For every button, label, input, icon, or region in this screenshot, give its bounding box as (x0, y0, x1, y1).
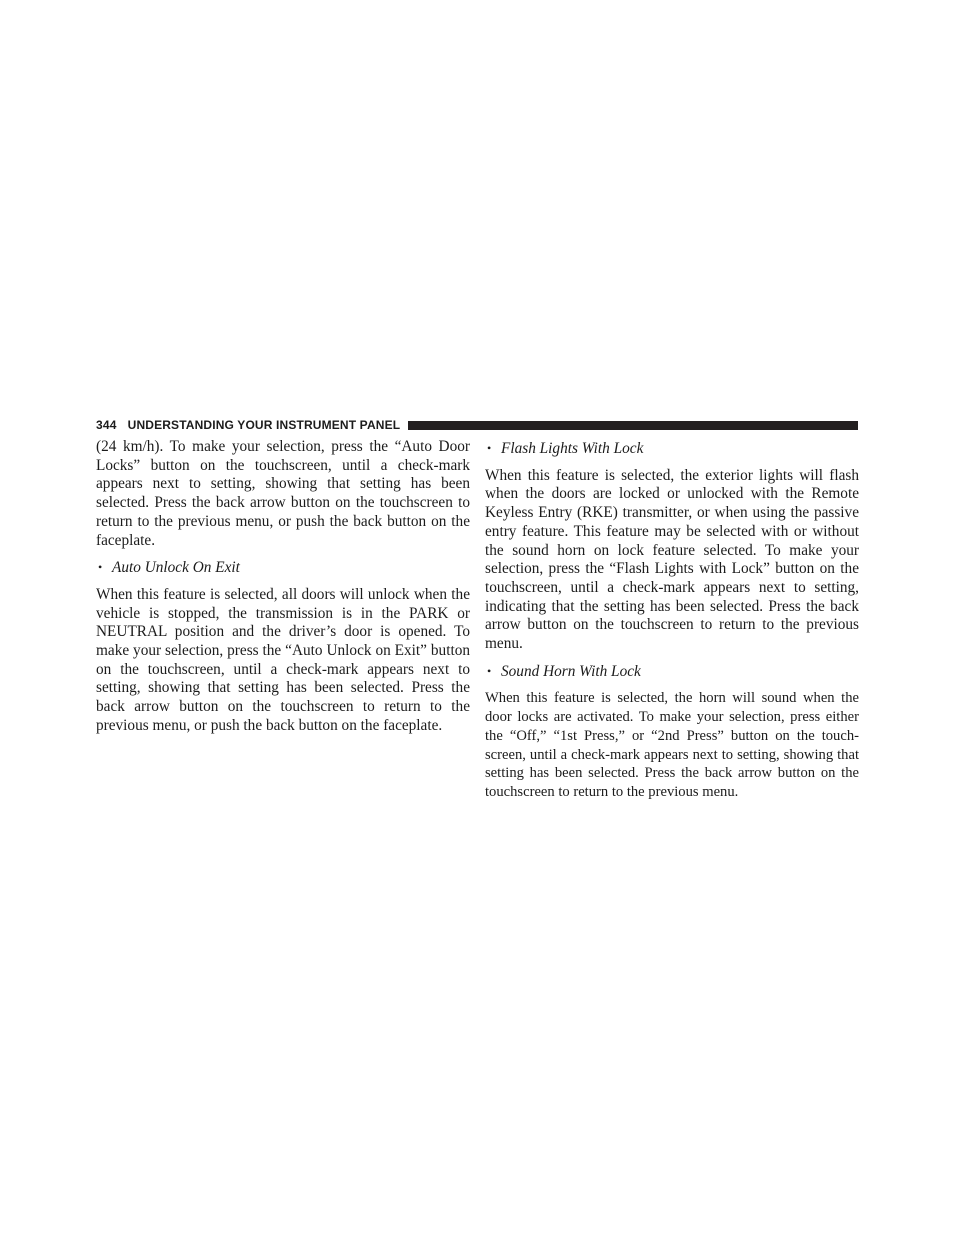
auto-unlock-heading (96, 558, 470, 578)
bullet-icon: • (487, 441, 492, 455)
page-number: 344 (96, 418, 117, 432)
page-header (96, 416, 858, 434)
header-rule-bar (408, 421, 858, 430)
flash-lights-heading (485, 439, 859, 459)
intro-paragraph: (24 km/h). To make your selection, press the “Auto Door Locks” button on the touchscreen, until a check-mark appears next to setting, showing that setting has been selected. Press the back arrow button on the touchscreen to return to the previous menu, or push the back button on the faceplate. (96, 438, 470, 549)
auto-unlock-heading-text: Auto Unlock On Exit (112, 559, 240, 577)
auto-unlock-paragraph: When this feature is selected, all doors will unlock when the vehicle is stopped, the transmission is in the PARK or NEUTRAL position and the driver’s door is opened. To make your selection, press the “Auto Unlock on Exit” button on the touchscreen, until a check-mark appears next to setting, showing that setting has been selected. Press the back arrow button on the touchscreen to return to the previous menu, or push the back button on the faceplate. (96, 585, 470, 734)
section-title: UNDERSTANDING YOUR INSTRUMENT PANEL (127, 418, 401, 432)
left-column (96, 438, 470, 736)
sound-horn-paragraph: When this feature is selected, the horn will sound when the door locks are activated. To make your selection, press either the “Off,” “1st Press,” or “2nd Press” button on the touch-screen, until a check-mark appears next to setting, showing that setting has been selected. Press the back arrow button on the touchscreen to return to the previous menu. (485, 690, 859, 800)
flash-lights-paragraph: When this feature is selected, the exterior lights will flash when the doors are locked or unlocked with the Remote Keyless Entry (RKE) transmitter, or when using the passive entry feature. This feature may be selected with or without the sound horn on lock feature selected. To make your selection, press the “Flash Lights with Lock” button on the touchscreen, until a check-mark appears next to setting, indicating that the setting has been selected. Press the back arrow button on the touchscreen to return to the previous menu. (485, 466, 859, 653)
sound-horn-heading (485, 662, 859, 682)
bullet-icon: • (98, 560, 103, 575)
right-column (485, 438, 859, 802)
flash-lights-heading-text: Flash Lights With Lock (501, 440, 644, 457)
sound-horn-heading-text: Sound Horn With Lock (501, 662, 641, 680)
bullet-icon: • (487, 663, 492, 678)
